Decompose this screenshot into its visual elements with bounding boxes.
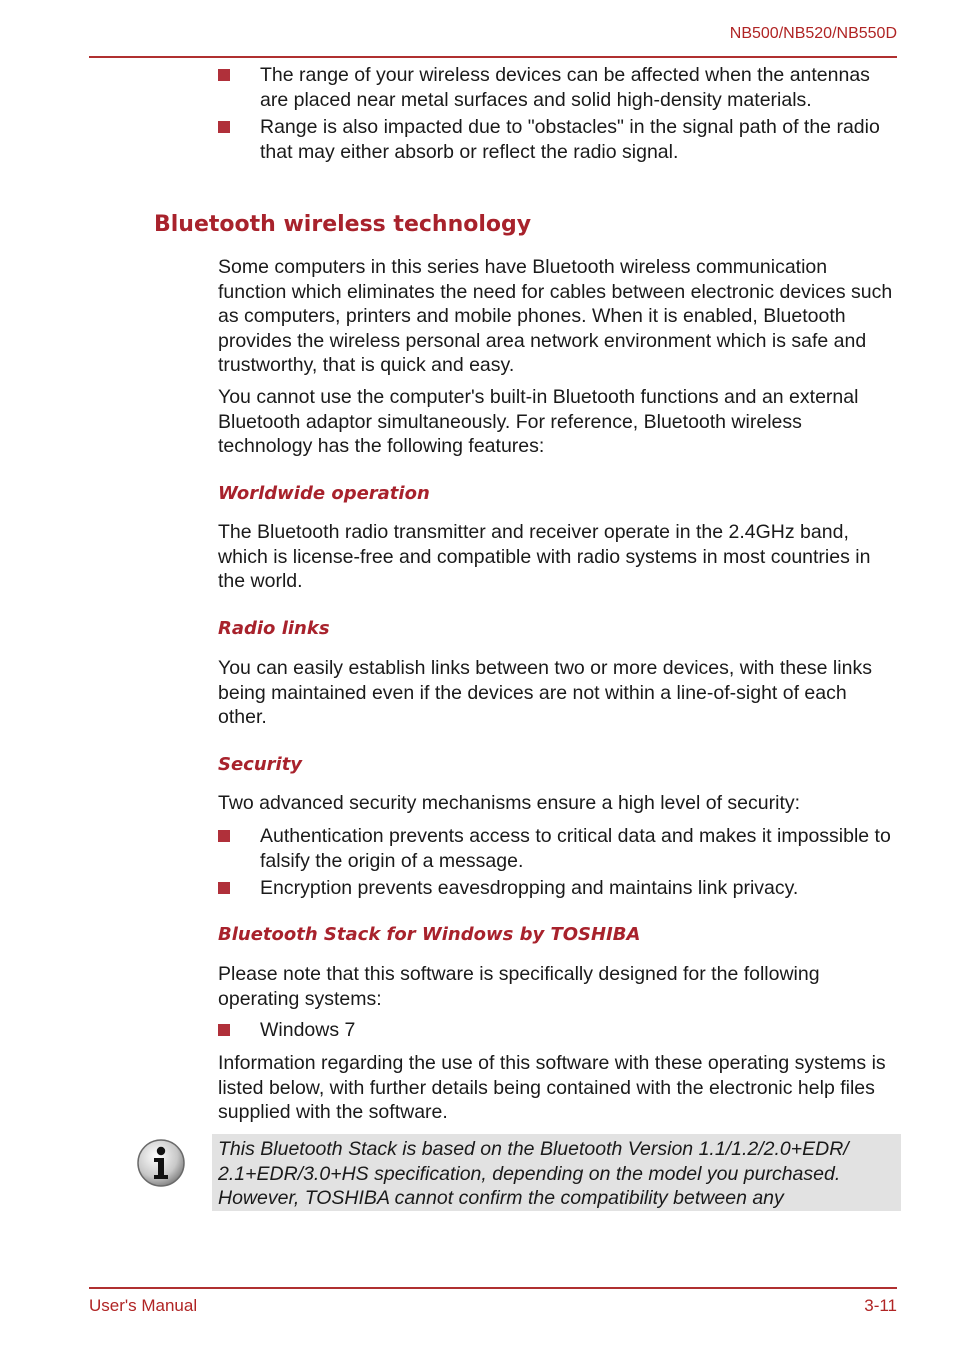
security-paragraph: Two advanced security mechanisms ensure a high level of security: <box>218 792 801 814</box>
list-item: Encryption prevents eavesdropping and maintains link privacy. <box>218 876 900 901</box>
model-name: NB500/NB520/NB550D <box>729 25 897 42</box>
stack-paragraph: Please note that this software is specifically designed for the following operating systems: <box>218 963 820 1010</box>
stack-bullet-list <box>218 1018 900 1046</box>
info-icon <box>136 1138 186 1188</box>
subheading-security: Security <box>218 754 303 775</box>
subheading-radio-links: Radio links <box>218 618 330 639</box>
list-item: The range of your wireless devices can be affected when the antennas are placed near metal surfaces and solid high-density materials. <box>218 63 900 112</box>
list-item: Authentication prevents access to critical data and makes it impossible to falsify the origin of a message. <box>218 824 900 873</box>
intro-bullet-list <box>218 63 900 167</box>
page-footer <box>89 1287 897 1329</box>
radio-links-paragraph: You can easily establish links between two or more devices, with these links being maintained even if the devices are not within a line-of-sight of each other. <box>218 657 872 728</box>
subheading-bluetooth-stack: Bluetooth Stack for Windows by TOSHIBA <box>218 924 641 945</box>
list-item: Range is also impacted due to "obstacles" in the signal path of the radio that may either absorb or reflect the radio signal. <box>218 115 900 164</box>
section-paragraph-2: You cannot use the computer's built-in Bluetooth functions and an external Bluetooth adaptor simultaneously. For reference, Bluetooth wireless technology has the following features: <box>218 386 859 457</box>
bullet-square-icon <box>218 1024 230 1036</box>
section-paragraph-1: Some computers in this series have Bluetooth wireless communication function which eliminates the need for cables between electronic devices such as computers, printers and mobile phones. When it is enabled, Bluetooth provides the wireless personal area network environment which is safe and trustworthy, that is quick and easy. <box>218 256 893 376</box>
bullet-square-icon <box>218 121 230 133</box>
info-note-text: This Bluetooth Stack is based on the Bluetooth Version 1.1/1.2/2.0+EDR/ 2.1+EDR/3.0+HS specification, depending on the model you purchased. However, TOSHIBA cannot confirm the compatibility between any <box>218 1138 849 1209</box>
subheading-worldwide: Worldwide operation <box>218 483 430 504</box>
footer-title: User's Manual <box>89 1296 198 1315</box>
list-item: Windows 7 <box>218 1018 900 1043</box>
page-header <box>89 0 897 58</box>
bullet-square-icon <box>218 69 230 81</box>
stack-paragraph-2: Information regarding the use of this software with these operating systems is listed below, with further details being contained with the electronic help files supplied with the software. <box>218 1052 886 1123</box>
info-note-box <box>212 1134 901 1211</box>
bullet-square-icon <box>218 882 230 894</box>
section-title: Bluetooth wireless technology <box>154 212 532 237</box>
page-number: 3-11 <box>864 1296 897 1315</box>
security-bullet-list <box>218 824 900 904</box>
bullet-square-icon <box>218 830 230 842</box>
worldwide-paragraph: The Bluetooth radio transmitter and receiver operate in the 2.4GHz band, which is license-free and compatible with radio systems in most countries in the world. <box>218 521 871 592</box>
